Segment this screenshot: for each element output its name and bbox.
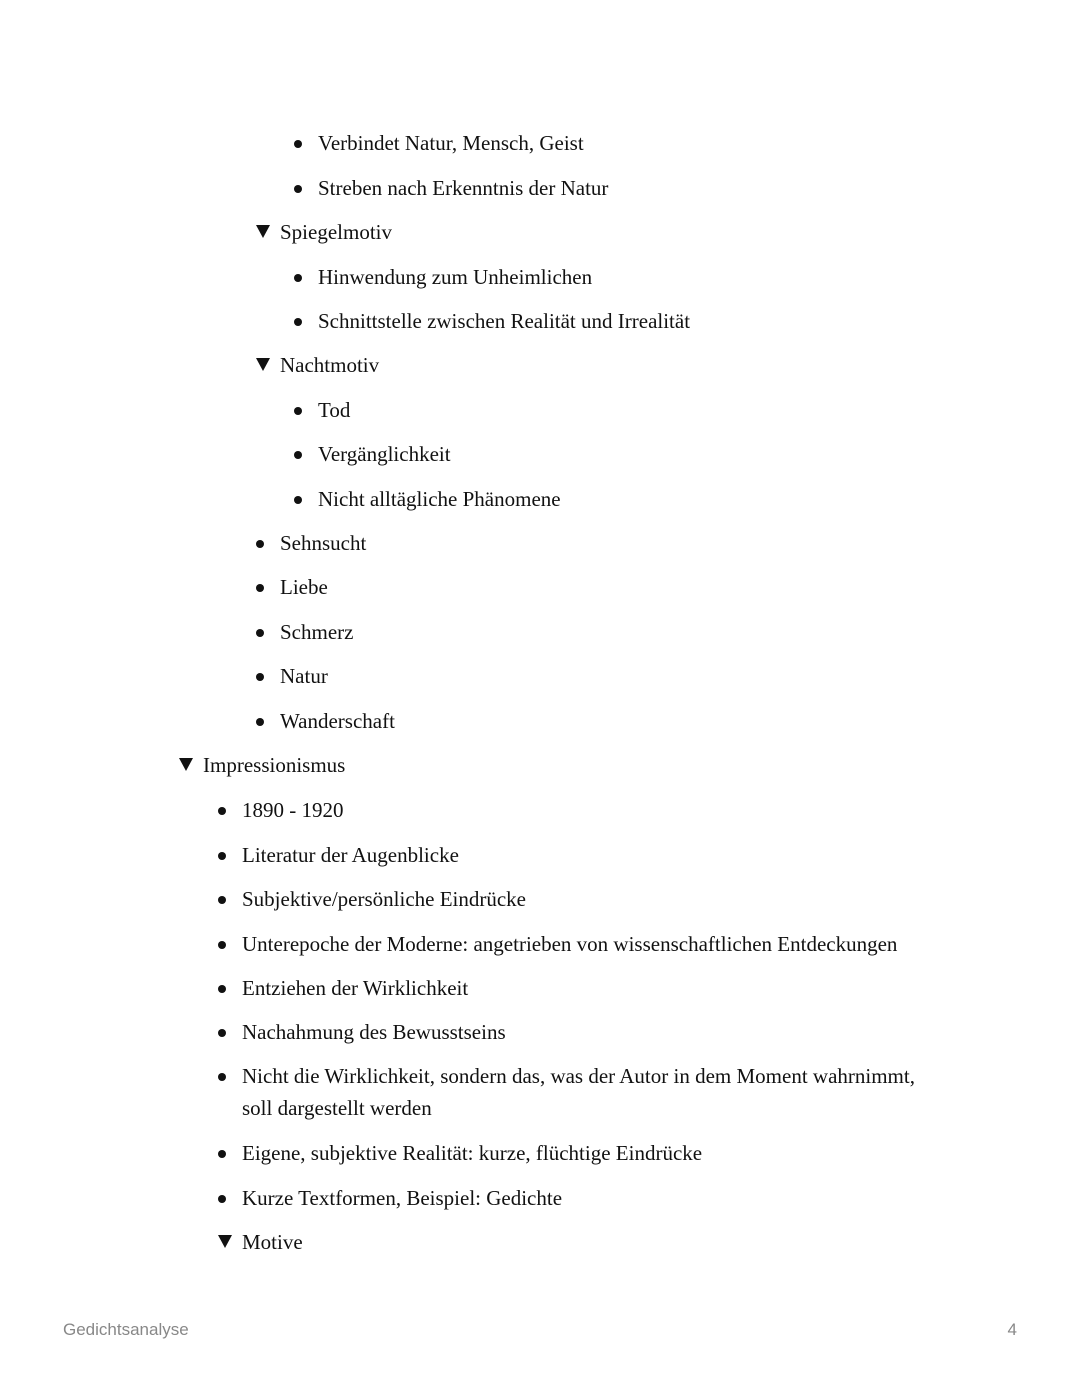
toggle-motive[interactable]: Motive <box>242 1226 303 1258</box>
bullet <box>218 852 226 860</box>
list-item: Literatur der Augenblicke <box>242 839 459 871</box>
bullet <box>294 140 302 148</box>
bullet <box>218 896 226 904</box>
bullet <box>218 1073 226 1081</box>
toggle-nachtmotiv[interactable]: Nachtmotiv <box>280 349 379 381</box>
toggle-spiegelmotiv[interactable]: Spiegelmotiv <box>280 216 392 248</box>
list-item: Eigene, subjektive Realität: kurze, flüchtige Eindrücke <box>242 1137 702 1169</box>
bullet <box>294 185 302 193</box>
list-item: Subjektive/persönliche Eindrücke <box>242 883 526 915</box>
list-item: Unterepoche der Moderne: angetrieben von wissenschaftlichen Entdeckungen <box>242 928 897 960</box>
list-item: Hinwendung zum Unheimlichen <box>318 261 592 293</box>
bullet <box>218 1029 226 1037</box>
bullet <box>294 318 302 326</box>
footer-title: Gedichtsanalyse <box>63 1320 189 1339</box>
list-item: Vergänglichkeit <box>318 438 451 470</box>
list-item: Kurze Textformen, Beispiel: Gedichte <box>242 1182 562 1214</box>
toggle-impressionismus[interactable]: Impressionismus <box>203 749 345 781</box>
list-item: Nicht alltägliche Phänomene <box>318 483 561 515</box>
bullet <box>218 941 226 949</box>
bullet <box>256 540 264 548</box>
list-item: Nicht die Wirklichkeit, sondern das, was der Autor in dem Moment wahrnimmt, soll dargestellt werden <box>242 1060 932 1124</box>
bullet <box>218 807 226 815</box>
expand-triangle-icon[interactable] <box>256 358 270 371</box>
list-item: Schnittstelle zwischen Realität und Irrealität <box>318 305 690 337</box>
bullet <box>294 407 302 415</box>
bullet <box>218 985 226 993</box>
expand-triangle-icon[interactable] <box>256 225 270 238</box>
bullet <box>256 629 264 637</box>
bullet <box>256 584 264 592</box>
list-item: Schmerz <box>280 616 353 648</box>
bullet <box>294 274 302 282</box>
list-item: 1890 - 1920 <box>242 794 344 826</box>
expand-triangle-icon[interactable] <box>179 758 193 771</box>
bullet <box>218 1150 226 1158</box>
list-item: Streben nach Erkenntnis der Natur <box>318 172 608 204</box>
bullet <box>256 673 264 681</box>
page-number: 4 <box>1007 1320 1017 1339</box>
bullet <box>256 718 264 726</box>
bullet <box>294 496 302 504</box>
list-item: Natur <box>280 660 328 692</box>
list-item: Wanderschaft <box>280 705 395 737</box>
list-item: Entziehen der Wirklichkeit <box>242 972 468 1004</box>
list-item: Sehnsucht <box>280 527 366 559</box>
list-item: Tod <box>318 394 350 426</box>
bullet <box>218 1195 226 1203</box>
list-item: Liebe <box>280 571 328 603</box>
bullet <box>294 451 302 459</box>
expand-triangle-icon[interactable] <box>218 1235 232 1248</box>
list-item: Verbindet Natur, Mensch, Geist <box>318 127 584 159</box>
list-item: Nachahmung des Bewusstseins <box>242 1016 506 1048</box>
